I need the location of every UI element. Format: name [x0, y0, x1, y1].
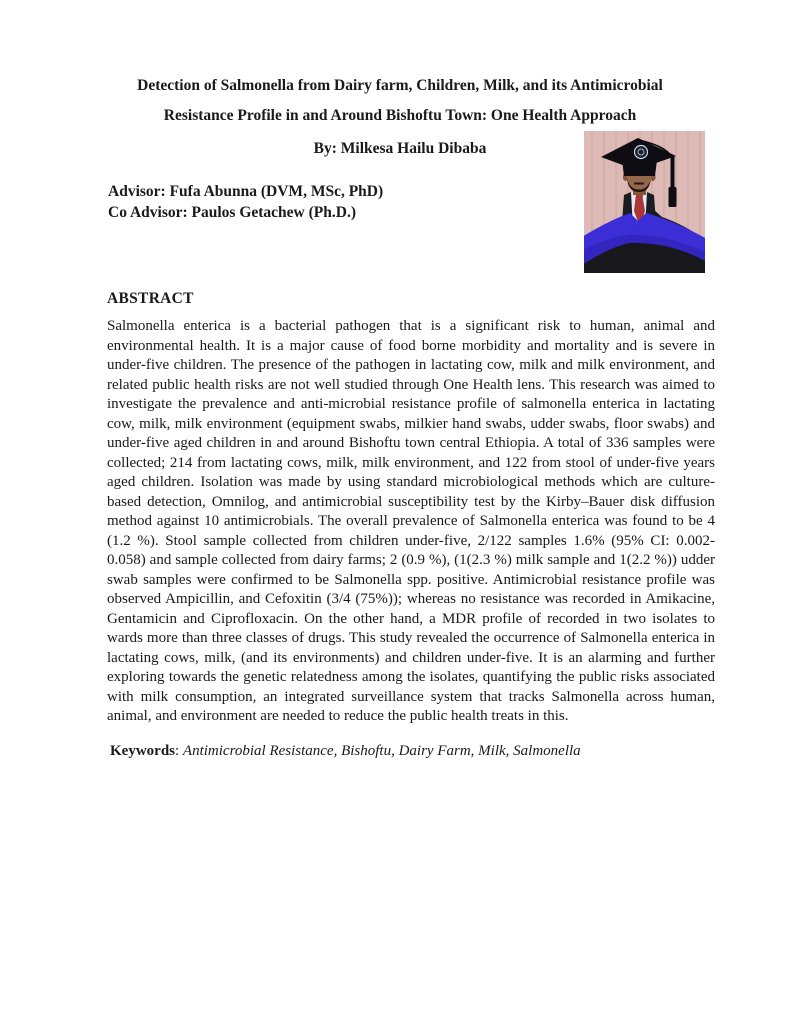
tassel-stem	[671, 156, 675, 188]
keywords-line	[110, 741, 715, 761]
advisor-line: Advisor: Fufa Abunna (DVM, MSc, PhD)	[108, 183, 384, 200]
tassel-head	[669, 187, 677, 207]
keywords-separator: :	[175, 742, 183, 759]
keywords-label: Keywords	[110, 742, 175, 759]
keywords-text: Antimicrobial Resistance, Bishoftu, Dairy Farm, Milk, Salmonella	[182, 742, 581, 759]
abstract-heading: ABSTRACT	[107, 290, 194, 307]
mustache	[634, 183, 644, 185]
abstract-body-paragraph: Salmonella enterica is a bacterial pathogen that is a significant risk to human, animal and environmental health. It is a major cause of food borne morbidity and mortality and is severe in under-five children. The presence of the pathogen in lactating cow, milk and milk environment, and related public health risks are not well studied through One Health lens. This research was aimed to investigate the prevalence and anti-microbial resistance profile of salmonella enterica in lactating cow, milk, milk environment (equipment swabs, milkier hand swabs, udder swabs, floor swabs) and under-five aged children in and around Bishoftu town central Ethiopia. A total of 336 samples were collected; 214 from lactating cows, milk, milk environment, and 122 from stool of under-five years aged children. Isolation was made by using standard microbiological methods which are culture-based detection, Omnilog, and antimicrobial susceptibility test by the Kirby–Bauer disk diffusion method against 10 antimicrobials. The overall prevalence of Salmonella enterica was found to be 4 (1.2 %). Stool sample collected from children under-five, 2/122 samples 1.6% (95% CI: 0.002-0.058) and sample collected from dairy farms; 2 (0.9 %), (1(2.3 %) milk sample and 1(2.2 %)) udder swab samples were confirmed to be Salmonella spp. positive. Antimicrobial resistance profile was observed Ampicillin, and Cefoxitin (3/4 (75%)); whereas no resistance was recorded in Amikacine, Gentamicin and Ciprofloxacin. On the other hand, a MDR profile of recorded in two isolates to wards more than three classes of drugs. This study revealed the occurrence of Salmonella enterica in lactating cows, milk, (and its environments) and children under-five. It is an alarming and further exploring towards the genetic relatedness among the isolates, quantifying the public risks associated with milk consumption, an integrated surveillance system that tracks Salmonella across human, animal, and environment are needed to reduce the public health treats in this.	[107, 318, 715, 724]
page-title-line-2: Resistance Profile in and Around Bishoftu Town: One Health Approach	[163, 107, 637, 124]
author-byline: By: Milkesa Hailu Dibaba	[313, 140, 487, 157]
page-title-line-1: Detection of Salmonella from Dairy farm, Children, Milk, and its Antimicrobial	[137, 77, 663, 94]
co-advisor-line: Co Advisor: Paulos Getachew (Ph.D.)	[108, 204, 356, 221]
graduation-portrait-photo	[584, 131, 705, 273]
page-title	[0, 0, 800, 131]
